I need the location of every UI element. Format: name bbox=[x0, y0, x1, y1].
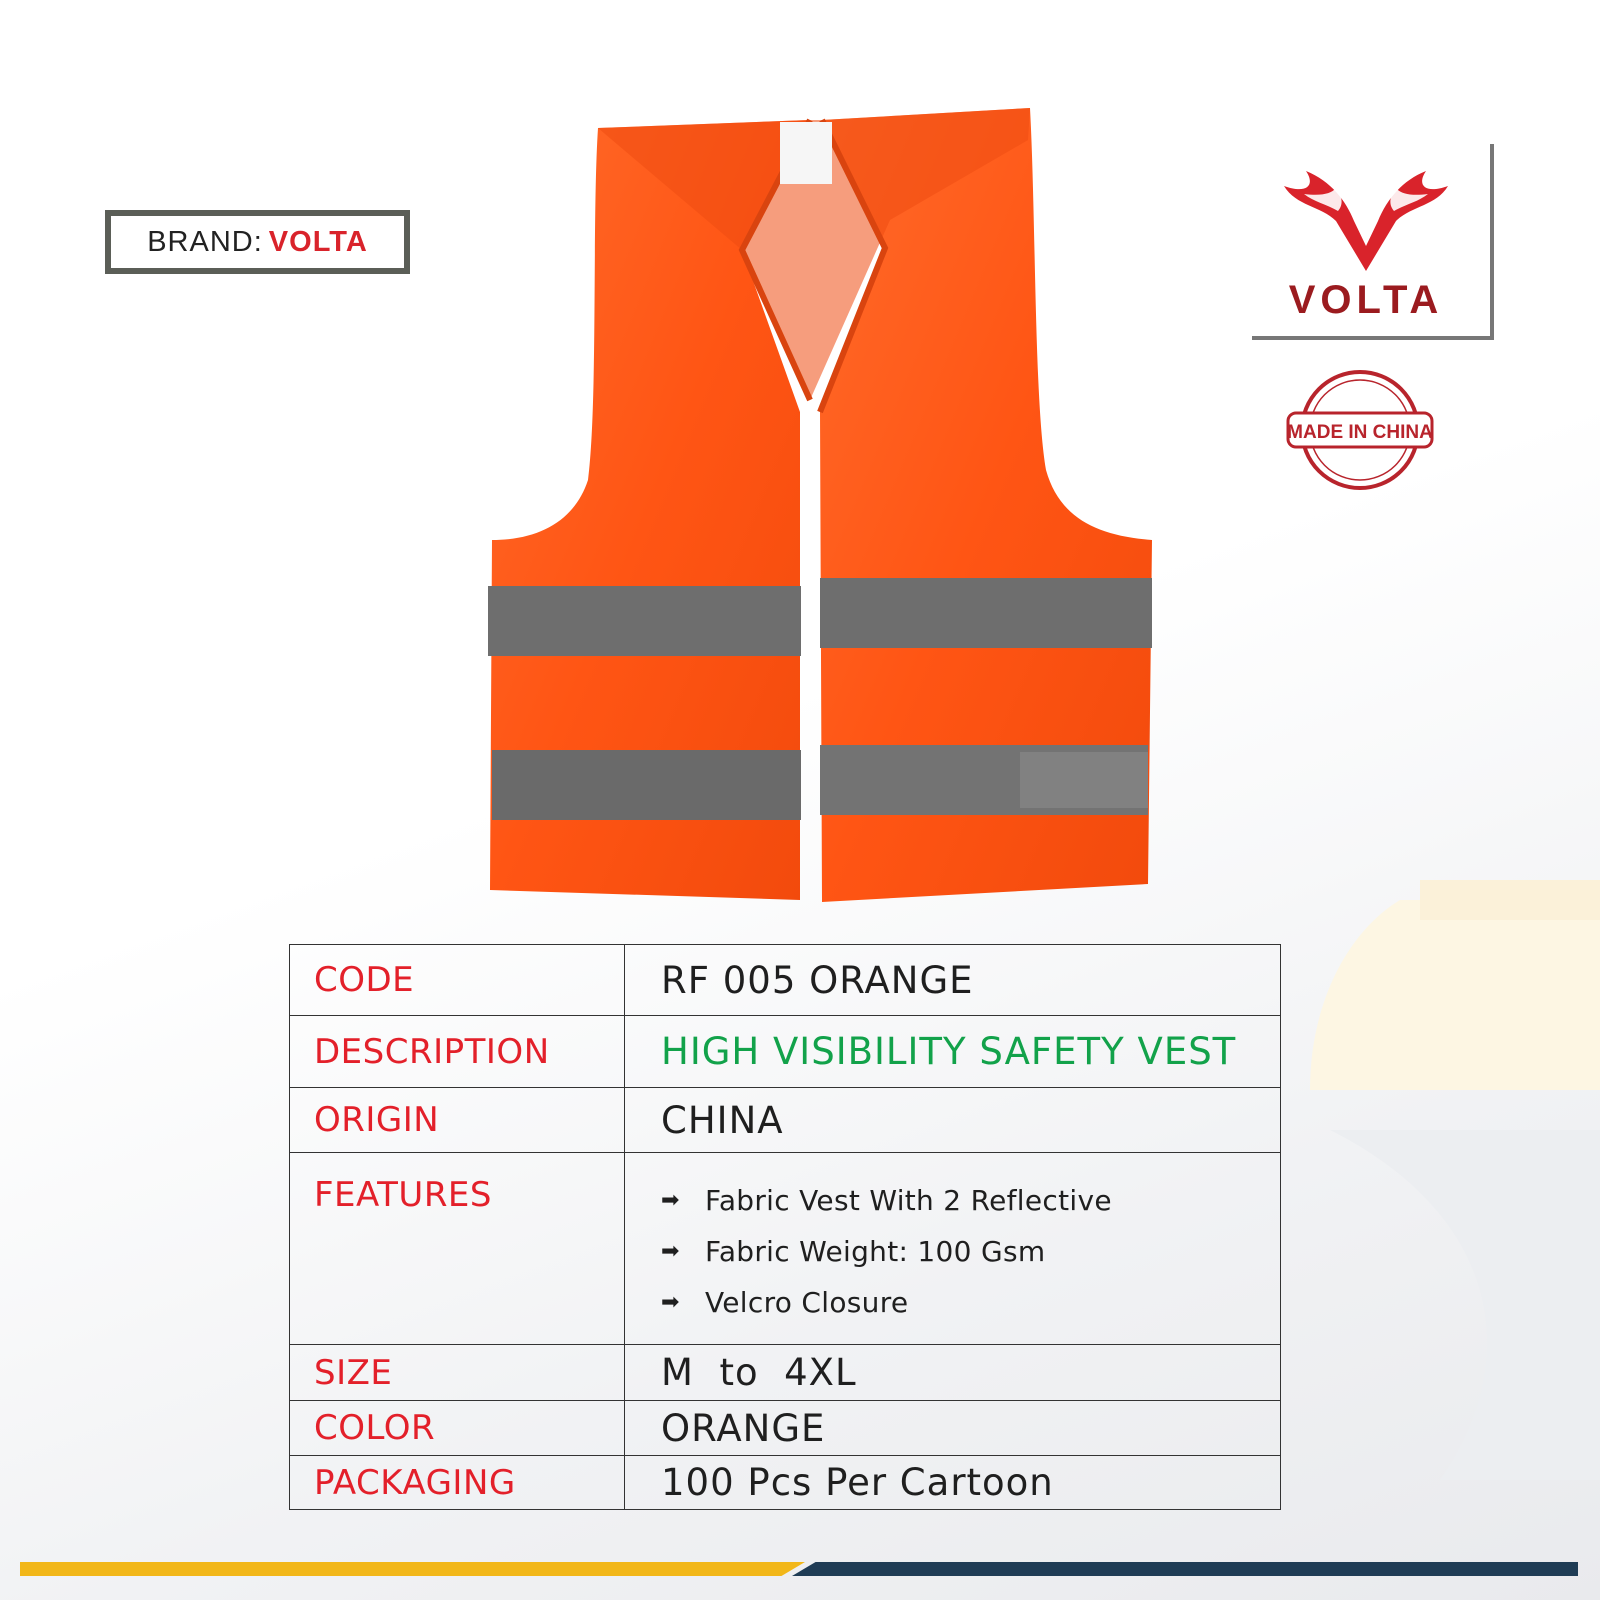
brand-label: BRAND: bbox=[147, 225, 263, 258]
row-origin bbox=[290, 1088, 1281, 1153]
row-features bbox=[290, 1153, 1281, 1345]
feature-item: ➡ Velcro Closure bbox=[661, 1286, 909, 1319]
safety-vest-icon bbox=[480, 100, 1160, 906]
color-label: COLOR bbox=[290, 1401, 625, 1456]
description-value: HIGH VISIBILITY SAFETY VEST bbox=[625, 1016, 1281, 1088]
size-label: SIZE bbox=[290, 1345, 625, 1401]
brand-box bbox=[105, 210, 410, 274]
row-code bbox=[290, 945, 1281, 1016]
row-packaging bbox=[290, 1456, 1281, 1510]
spec-table bbox=[289, 944, 1281, 1510]
feature-item: ➡ Fabric Weight: 100 Gsm bbox=[661, 1235, 1046, 1268]
row-description bbox=[290, 1016, 1281, 1088]
wings-icon bbox=[1276, 166, 1456, 276]
background-decoration bbox=[1290, 880, 1600, 1480]
features-value bbox=[625, 1153, 1281, 1345]
accent-bar-yellow bbox=[20, 1562, 805, 1576]
volta-logo bbox=[1248, 140, 1490, 336]
code-label: CODE bbox=[290, 945, 625, 1016]
arrow-right-icon: ➡ bbox=[661, 1290, 680, 1315]
arrow-right-icon: ➡ bbox=[661, 1188, 680, 1213]
features-list bbox=[661, 1153, 1280, 1344]
packaging-label: PACKAGING bbox=[290, 1456, 625, 1510]
arrow-right-icon: ➡ bbox=[661, 1239, 680, 1264]
size-value: M to 4XL bbox=[625, 1345, 1281, 1401]
stamp-text: MADE IN CHINA bbox=[1287, 422, 1433, 443]
description-label: DESCRIPTION bbox=[290, 1016, 625, 1088]
bottom-accent-bar bbox=[20, 1562, 1578, 1576]
feature-item: ➡ Fabric Vest With 2 Reflective bbox=[661, 1184, 1112, 1217]
features-label: FEATURES bbox=[290, 1153, 625, 1345]
packaging-value: 100 Pcs Per Cartoon bbox=[625, 1456, 1281, 1510]
row-color bbox=[290, 1401, 1281, 1456]
accent-bar-navy bbox=[792, 1562, 1578, 1576]
made-in-china-stamp bbox=[1287, 368, 1433, 492]
brand-value: VOLTA bbox=[268, 225, 368, 258]
logo-text: VOLTA bbox=[1288, 278, 1444, 322]
color-value: ORANGE bbox=[625, 1401, 1281, 1456]
row-size bbox=[290, 1345, 1281, 1401]
origin-label: ORIGIN bbox=[290, 1088, 625, 1153]
code-value: RF 005 ORANGE bbox=[625, 945, 1281, 1016]
origin-value: CHINA bbox=[625, 1088, 1281, 1153]
